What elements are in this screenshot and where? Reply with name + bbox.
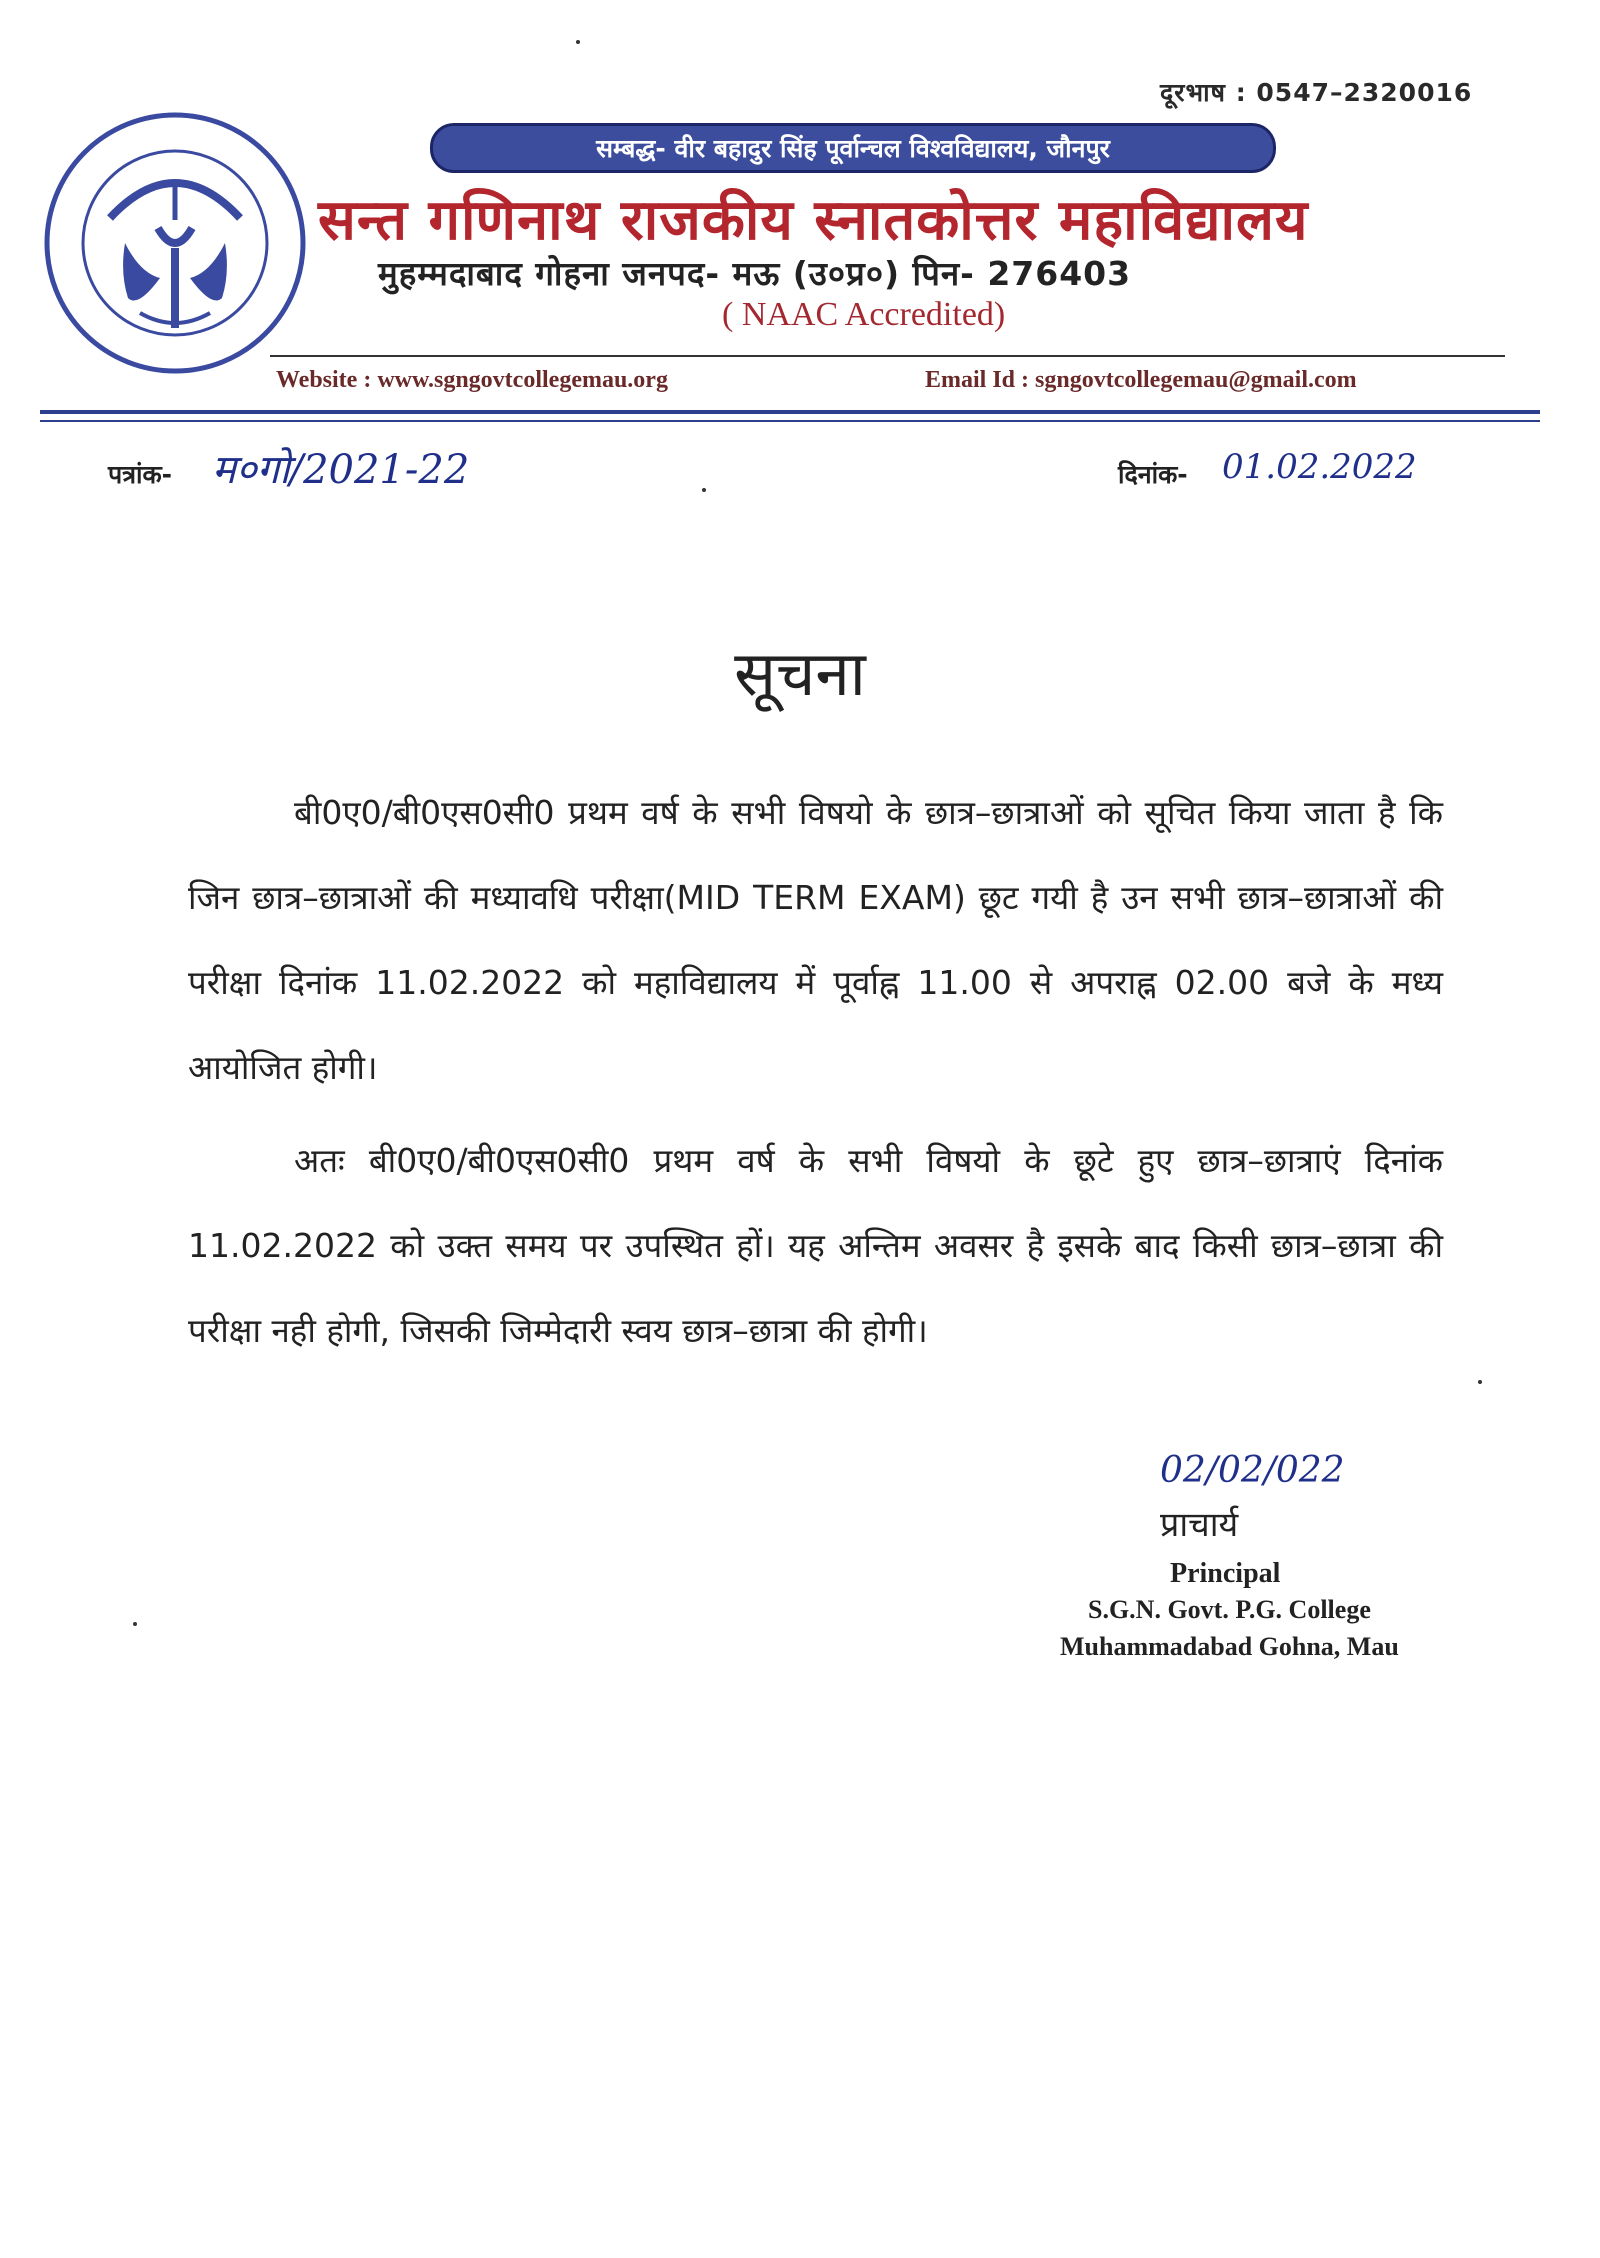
letterhead-rule xyxy=(40,410,1540,414)
college-seal-logo xyxy=(40,108,310,378)
college-name: सन्त गणिनाथ राजकीय स्नातकोत्तर महाविद्यालय xyxy=(318,188,1309,253)
letterhead-rule-thin xyxy=(40,420,1540,422)
signature-scrawl: 02/02/022 xyxy=(1160,1450,1345,1491)
notice-paragraph-1: बी0ए0/बी0एस0सी0 प्रथम वर्ष के सभी विषयो के छात्र–छात्राओं को सूचित किया जाता है कि जिन छात्र–छात्राओं की मध्यावधि परीक्षा(MID TERM EXAM) छूट गयी है उन सभी छात्र–छात्राओं की परीक्षा दिनांक 11.02.2022 को महाविद्यालय में पूर्वाह्न 11.00 से अपराह्न 02.00 बजे के मध्य आयोजित होगी। xyxy=(188,793,1443,1087)
reference-label: पत्रांक- xyxy=(108,460,173,489)
scan-speck xyxy=(133,1622,137,1626)
website-link[interactable]: Website : www.sgngovtcollegemau.org xyxy=(276,367,668,393)
email-link[interactable]: Email Id : sgngovtcollegemau@gmail.com xyxy=(925,367,1357,393)
scan-speck xyxy=(702,488,706,492)
stamp-place: Muhammadabad Gohna, Mau xyxy=(1060,1632,1399,1661)
stamp-college: S.G.N. Govt. P.G. College xyxy=(1088,1595,1371,1624)
date-value: 01.02.2022 xyxy=(1222,447,1417,487)
reference-number: म०गो/2021-22 xyxy=(212,447,470,493)
scan-speck xyxy=(576,40,580,44)
notice-title: सूचना xyxy=(734,637,866,710)
scan-speck xyxy=(1478,1380,1482,1384)
affiliation-banner: सम्बद्ध- वीर बहादुर सिंह पूर्वान्चल विश्वविद्यालय, जौनपुर xyxy=(430,123,1276,173)
notice-paragraph-2: अतः बी0ए0/बी0एस0सी0 प्रथम वर्ष के सभी विषयो के छूटे हुए छात्र–छात्राएं दिनांक 11.02.2022 को उक्त समय पर उपस्थित हों। यह अन्तिम अवसर है इसके बाद किसी छात्र–छात्रा की परीक्षा नही होगी, जिसकी जिम्मेदारी स्वय छात्र–छात्रा की होगी। xyxy=(188,1141,1443,1350)
date-label: दिनांक- xyxy=(1118,460,1188,489)
phone-number: दूरभाष : 0547–2320016 xyxy=(1160,78,1473,107)
naac-accreditation: ( NAAC Accredited) xyxy=(722,296,1006,333)
stamp-role: Principal xyxy=(1170,1558,1281,1589)
header-divider xyxy=(270,355,1505,357)
signatory-title: प्राचार्य xyxy=(1160,1505,1239,1545)
college-address: मुहम्मदाबाद गोहना जनपद- मऊ (उ०प्र०) पिन- 276403 xyxy=(378,254,1132,293)
